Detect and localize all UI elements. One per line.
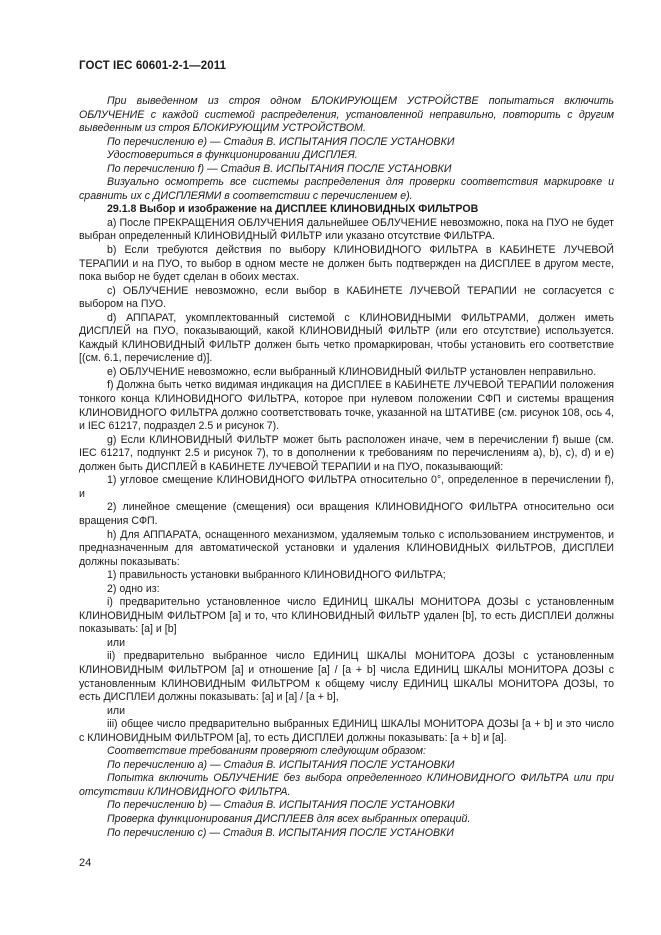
paragraph: iii) общее число предварительно выбранных ЕДИНИЦ ШКАЛЫ МОНИТОРА ДОЗЫ [а + b] и это число с КЛИНОВИДНЫМ ФИЛЬТРОМ [а], то есть ДИСПЛЕИ должны показывать: [а + b] и [а]. <box>79 718 614 744</box>
paragraph: 2) линейное смещение (смещения) оси вращения КЛИНОВИДНОГО ФИЛЬТРА относительно оси вращения СФП. <box>79 501 614 527</box>
paragraph: h) Для АППАРАТА, оснащенного механизмом, удаляемым только с использованием инструментов, и предназначенным для автоматической установки и удаления КЛИНОВИДНЫХ ФИЛЬТРОВ, ДИСПЛЕИ должны показывать: <box>79 528 614 568</box>
paragraph: При выведенном из строя одном БЛОКИРУЮЩЕМ УСТРОЙСТВЕ попытаться включить ОБЛУЧЕНИЕ с каждой системой распределения, установленной неправильно, повторить с другим выведенным из строя БЛОКИРУЮЩИМ УСТРОЙСТВОМ. <box>79 95 614 135</box>
paragraph: i) предварительно установленное число ЕДИНИЦ ШКАЛЫ МОНИТОРА ДОЗЫ с установленным КЛИНОВИДНЫМ ФИЛЬТРОМ [а] и то, что КЛИНОВИДНЫЙ ФИЛЬТР удален [b], то есть ДИСПЛЕИ должны показывать: [а] и [b] <box>79 596 614 636</box>
paragraph: f) Должна быть четко видимая индикация на ДИСПЛЕЕ в КАБИНЕТЕ ЛУЧЕВОЙ ТЕРАПИИ положения тонкого конца КЛИНОВИДНОГО ФИЛЬТРА, которое при нулевом положении СФП и системы вращения КЛИНОВИДНОГО ФИЛЬТРА должно соответствовать точке, указанной на ШТАТИВЕ (см. рисунок 108, ось 4, и IEC 61217, подраздел 2.5 и рисунок 7). <box>79 379 614 433</box>
paragraph: 1) правильность установки выбранного КЛИНОВИДНОГО ФИЛЬТРА; <box>107 569 446 582</box>
paragraph: По перечислению f) — Стадия В. ИСПЫТАНИЯ ПОСЛЕ УСТАНОВКИ <box>107 162 452 175</box>
paragraph: d) АППАРАТ, укомплектованный системой с КЛИНОВИДНЫМИ ФИЛЬТРАМИ, должен иметь ДИСПЛЕЙ на ПУО, показывающий, какой КЛИНОВИДНЫЙ ФИЛЬТР (или его отсутствие) используется. Каждый КЛИНОВИДНЫЙ ФИЛЬТР должен быть четко промаркирован, чтобы установить его соответствие [(см. 6.1, перечисление d)]. <box>79 311 614 365</box>
paragraph: ii) предварительно выбранное число ЕДИНИЦ ШКАЛЫ МОНИТОРА ДОЗЫ с установленным КЛИНОВИДНЫМ ФИЛЬТРОМ [а] и отношение [а] / [а + b] числа ЕДИНИЦ ШКАЛЫ МОНИТОРА ДОЗЫ с установленным КЛИНОВИДНЫМ ФИЛЬТРОМ к общему числу ЕДИНИЦ ШКАЛЫ МОНИТОРА ДОЗЫ, то есть ДИСПЛЕИ должны показывать: [а] и [а] / [а + b], <box>79 650 614 704</box>
paragraph: Соответствие требованиям проверяют следующим образом: <box>107 745 426 758</box>
paragraph: По перечислению с) — Стадия В. ИСПЫТАНИЯ ПОСЛЕ УСТАНОВКИ <box>107 826 454 839</box>
paragraph: g) Если КЛИНОВИДНЫЙ ФИЛЬТР может быть расположен иначе, чем в перечислении f) выше (см. IEC 61217, подпункт 2.5 и рисунок 7), то в дополнении к требованиям по перечислениям a), b), c), d) и е) должен быть ДИСПЛЕЙ в КАБИНЕТЕ ЛУЧЕВОЙ ТЕРАПИИ и на ПУО, показывающий: <box>79 433 614 473</box>
paragraph: b) Если требуются действия по выбору КЛИНОВИДНОГО ФИЛЬТРА в КАБИНЕТЕ ЛУЧЕВОЙ ТЕРАПИИ и на ПУО, то выбор в одном месте не должен быть подтвержден на ДИСПЛЕЕ в другом месте, пока выбор не будет сделан в обоих местах. <box>79 244 614 284</box>
document-header: ГОСТ IEC 60601-2-1—2011 <box>79 60 227 72</box>
document-body <box>79 95 614 840</box>
paragraph: По перечислению b) — Стадия В. ИСПЫТАНИЯ ПОСЛЕ УСТАНОВКИ <box>107 799 455 812</box>
paragraph: Проверка функционирования ДИСПЛЕЕВ для всех выбранных операций. <box>107 812 471 825</box>
paragraph: 2) одно из: <box>107 582 160 595</box>
paragraph: е) ОБЛУЧЕНИЕ невозможно, если выбранный КЛИНОВИДНЫЙ ФИЛЬТР установлен неправильно. <box>107 365 597 378</box>
paragraph: 1) угловое смещение КЛИНОВИДНОГО ФИЛЬТРА относительно 0°, определенное в перечислении f), и <box>79 474 614 500</box>
paragraph: или <box>107 636 126 649</box>
page-number: 24 <box>79 857 92 869</box>
paragraph: По перечислению е) — Стадия В. ИСПЫТАНИЯ ПОСЛЕ УСТАНОВКИ <box>107 135 455 148</box>
paragraph: или <box>107 704 126 717</box>
section-heading: 29.1.8 Выбор и изображение на ДИСПЛЕЕ КЛИНОВИДНЫХ ФИЛЬТРОВ <box>107 203 479 216</box>
paragraph: а) После ПРЕКРАЩЕНИЯ ОБЛУЧЕНИЯ дальнейшее ОБЛУЧЕНИЕ невозможно, пока на ПУО не будет выбран определенный КЛИНОВИДНЫЙ ФИЛЬТР или указано отсутствие ФИЛЬТРА. <box>79 216 614 243</box>
paragraph: с) ОБЛУЧЕНИЕ невозможно, если выбор в КАБИНЕТЕ ЛУЧЕВОЙ ТЕРАПИИ не согласуется с выбором на ПУО. <box>79 284 614 311</box>
paragraph: По перечислению а) — Стадия В. ИСПЫТАНИЯ ПОСЛЕ УСТАНОВКИ <box>107 758 455 771</box>
paragraph: Визуально осмотреть все системы распределения для проверки соответствия маркировке и сравнить их с ДИСПЛЕЯМИ в соответствии с перечислением е). <box>79 176 614 202</box>
paragraph: Удостовериться в функционировании ДИСПЛЕЯ. <box>107 149 358 162</box>
paragraph: Попытка включить ОБЛУЧЕНИЕ без выбора определенного КЛИНОВИДНОГО ФИЛЬТРА или при отсутствии КЛИНОВИДНОГО ФИЛЬТРА. <box>79 772 614 798</box>
